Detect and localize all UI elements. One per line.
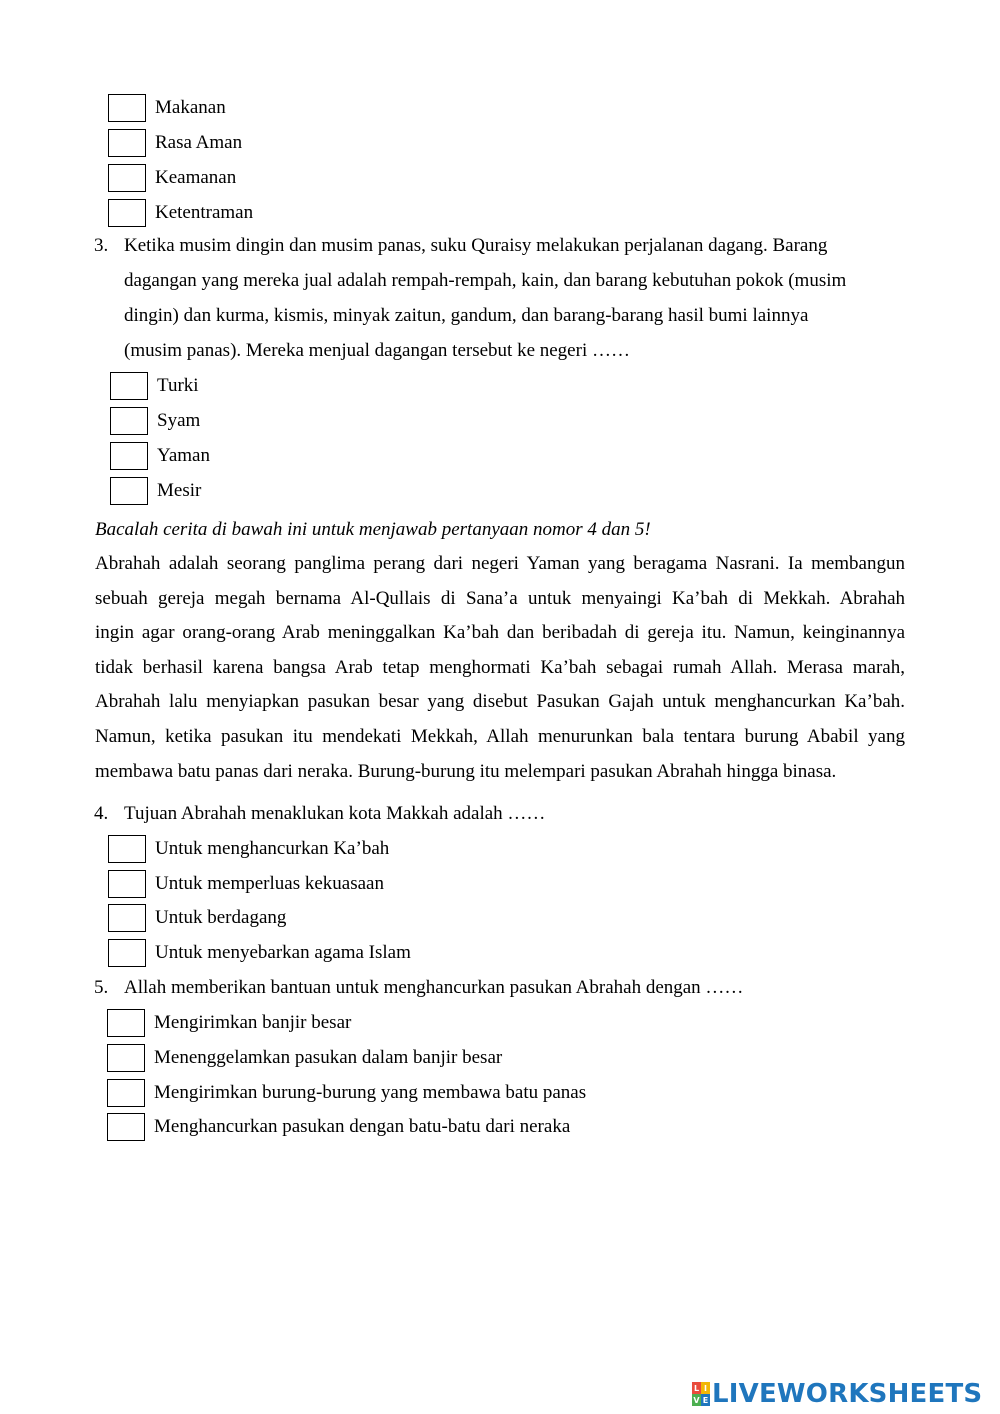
question-line: dagangan yang mereka jual adalah rempah-rempah, kain, dan barang kebutuhan pokok (musim — [124, 270, 847, 291]
option-label: Makanan — [155, 97, 226, 118]
option-label: Untuk menghancurkan Ka’bah — [155, 838, 390, 859]
checkbox[interactable] — [110, 372, 148, 400]
checkbox[interactable] — [108, 164, 146, 192]
logo-icon-letter: I — [701, 1382, 710, 1394]
checkbox[interactable] — [110, 407, 148, 435]
question-number: 3. — [94, 235, 109, 256]
question-line: dingin) dan kurma, kismis, minyak zaitun, gandum, dan barang-barang hasil bumi lainnya — [124, 305, 809, 326]
option-label: Mengirimkan banjir besar — [154, 1012, 352, 1033]
story-line: membawa batu panas dari neraka. Burung-burung itu melempari pasukan Abrahah hingga binasa. — [95, 760, 837, 782]
story-line: Abrahah lalu menyiapkan pasukan besar yang disebut Pasukan Gajah untuk menghancurkan Ka’bah. — [95, 691, 905, 713]
option-label: Menghancurkan pasukan dengan batu-batu dari neraka — [154, 1116, 571, 1137]
checkbox[interactable] — [107, 1113, 145, 1141]
question-number: 5. — [94, 977, 109, 998]
option-label: Syam — [157, 410, 201, 431]
liveworksheets-logo[interactable] — [692, 1377, 982, 1411]
option-label: Yaman — [157, 445, 210, 466]
reading-instruction: Bacalah cerita di bawah ini untuk menjawab pertanyaan nomor 4 dan 5! — [95, 519, 651, 540]
logo-icon-letter: E — [702, 1395, 709, 1405]
logo-icon-letter: V — [693, 1395, 700, 1405]
story-paragraph — [95, 547, 905, 789]
checkbox[interactable] — [108, 870, 146, 898]
checkbox[interactable] — [108, 939, 146, 967]
story-line: sebuah gereja megah bernama Al-Qullais di Sana’a untuk menyaingi Ka’bah di Mekkah. Abrahah — [95, 587, 905, 609]
option-label: Rasa Aman — [155, 132, 243, 153]
question-4-text: Tujuan Abrahah menaklukan kota Makkah adalah …… — [124, 803, 546, 824]
checkbox[interactable] — [107, 1079, 145, 1107]
logo-text: LIVEWORKSHEETS — [712, 1379, 983, 1409]
checkbox[interactable] — [108, 94, 146, 122]
checkbox[interactable] — [107, 1044, 145, 1072]
checkbox[interactable] — [108, 129, 146, 157]
question-line: (musim panas). Mereka menjual dagangan tersebut ke negeri …… — [124, 340, 630, 361]
option-label: Menenggelamkan pasukan dalam banjir besar — [154, 1047, 503, 1068]
option-label: Untuk memperluas kekuasaan — [155, 873, 384, 894]
option-label: Mengirimkan burung-burung yang membawa batu panas — [154, 1082, 587, 1103]
question-number: 4. — [94, 803, 109, 824]
story-line: Abrahah adalah seorang panglima perang dari negeri Yaman yang beragama Nasrani. Ia membangun — [95, 553, 905, 574]
story-line: Namun, ketika pasukan itu mendekati Mekkah, Allah menurunkan bala tentara burung Ababil yang — [95, 725, 905, 747]
liveworksheets-icon — [692, 1382, 710, 1406]
option-label: Untuk menyebarkan agama Islam — [155, 942, 411, 963]
question-5-text: Allah memberikan bantuan untuk menghancurkan pasukan Abrahah dengan …… — [124, 977, 744, 998]
checkbox[interactable] — [108, 199, 146, 227]
checkbox[interactable] — [110, 477, 148, 505]
option-label: Ketentraman — [155, 202, 254, 223]
checkbox[interactable] — [107, 1009, 145, 1037]
story-line: tidak berhasil karena bangsa Arab tetap menghormati Ka’bah sebagai rumah Allah. Merasa marah, — [95, 656, 905, 678]
story-line: ingin agar orang-orang Arab meninggalkan Ka’bah dan beribadah di gereja itu. Namun, keinginannya — [95, 622, 905, 644]
option-label: Mesir — [157, 480, 202, 501]
checkbox[interactable] — [108, 904, 146, 932]
option-label: Keamanan — [155, 167, 237, 188]
option-label: Turki — [157, 375, 199, 396]
question-line: Ketika musim dingin dan musim panas, suku Quraisy melakukan perjalanan dagang. Barang — [124, 235, 828, 256]
checkbox[interactable] — [108, 835, 146, 863]
logo-icon-letter: L — [693, 1383, 700, 1393]
option-label: Untuk berdagang — [155, 907, 287, 928]
question-3-text — [124, 228, 914, 368]
checkbox[interactable] — [110, 442, 148, 470]
